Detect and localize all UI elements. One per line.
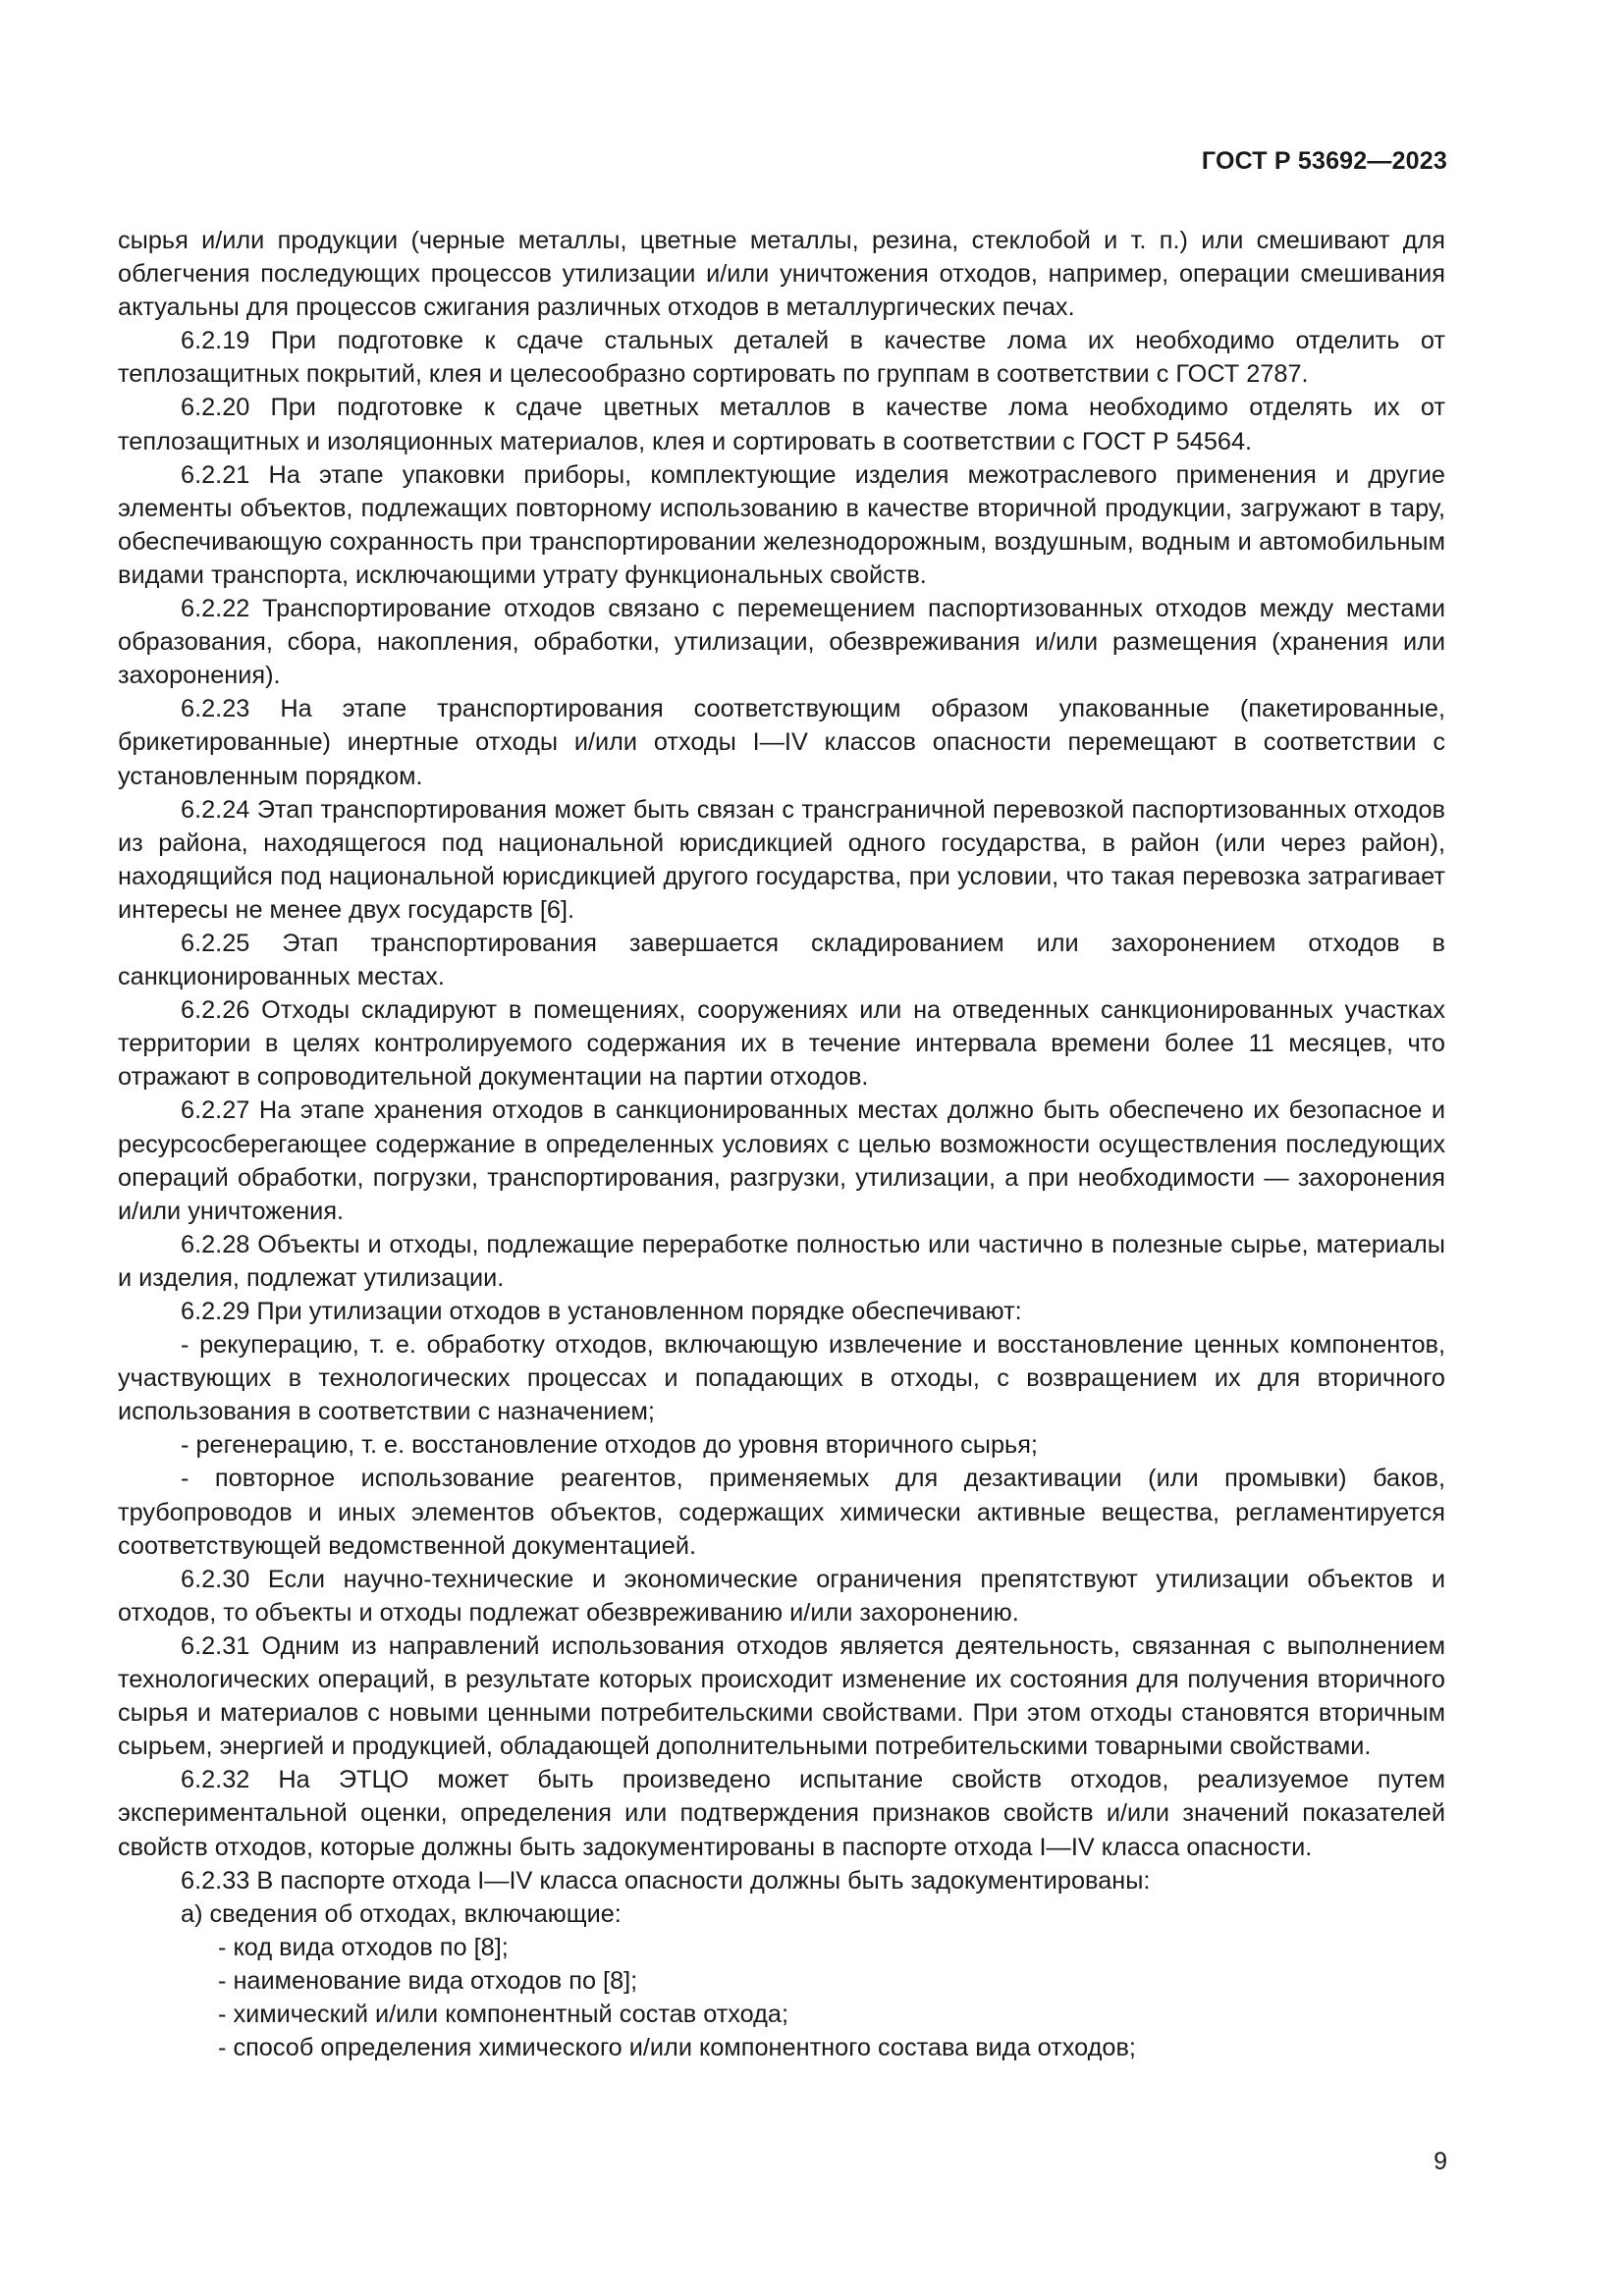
clause-6-2-23: 6.2.23 На этапе транспортирования соответствующим образом упакованные (пакетированные, брикетированные) инертные отходы и/или отходы I—IV классов опасности перемещают в соответствии с установленным порядком. (118, 695, 1445, 790)
list-item-recuperation: - рекуперацию, т. е. обработку отходов, включающую извлечение и восстановление ценных компонентов, участвующих в технологических процессах и попадающих в отходы, с возвращением их для вторичного использования в соответствии с назначением; (118, 1331, 1445, 1426)
sub-item-waste-code: - код вида отходов по [8]; (218, 1933, 509, 1961)
sub-item-composition: - химический и/или компонентный состав отхода; (218, 2000, 789, 2028)
page-number: 9 (1434, 2148, 1447, 2175)
list-item-regeneration: - регенерацию, т. е. восстановление отходов до уровня вторичного сырья; (181, 1431, 1038, 1460)
clause-6-2-32: 6.2.32 На ЭТЦО может быть произведено испытание свойств отходов, реализуемое путем экспериментальной оценки, определения или подтверждения признаков свойств и/или значений показателей свойств отходов, которые должны быть задокументированы в паспорте отхода I—IV класса опасности. (118, 1766, 1445, 1861)
clause-6-2-24: 6.2.24 Этап транспортирования может быть связан с трансграничной перевозкой паспортизованных отходов из района, находящегося под национальной юрисдикцией одного государства, в район (или через район), находящийся под национальной юрисдикцией другого государства, при условии, что такая перевозка затрагивает интересы не менее двух государств [6]. (118, 795, 1445, 924)
clause-6-2-30: 6.2.30 Если научно-технические и экономические ограничения препятствуют утилизации объектов и отходов, то объекты и отходы подлежат обезвреживанию и/или захоронению. (118, 1565, 1445, 1627)
clause-6-2-19: 6.2.19 При подготовке к сдаче стальных деталей в качестве лома их необходимо отделить от теплозащитных покрытий, клея и целесообразно сортировать по группам в соответствии с ГОСТ 2787. (118, 327, 1445, 389)
sub-item-composition-method: - способ определения химического и/или компонентного состава вида отходов; (218, 2034, 1136, 2062)
sub-item-waste-name: - наименование вида отходов по [8]; (218, 1966, 638, 1995)
clause-6-2-31: 6.2.31 Одним из направлений использования отходов является деятельность, связанная с выполнением технологических операций, в результате которых происходит изменение их состояния для получения вторичного сырья и материалов с новыми ценными потребительскими свойствами. При этом отходы становятся вторичным сырьем, энергией и продукцией, обладающей дополнительными потребительскими товарными свойствами. (118, 1631, 1445, 1761)
clause-6-2-33: 6.2.33 В паспорте отхода I—IV класса опасности должны быть задокументированы: (181, 1866, 1151, 1895)
clause-6-2-27: 6.2.27 На этапе хранения отходов в санкционированных местах должно быть обеспечено их безопасное и ресурсосберегающее содержание в определенных условиях с целью возможности осуществления последующих операций обработки, погрузки, транспортирования, разгрузки, утилизации, а при необходимости — захоронения и/или уничтожения. (118, 1096, 1445, 1225)
list-item-reagent-reuse: - повторное использование реагентов, применяемых для дезактивации (или промывки) баков, трубопроводов и иных элементов объектов, содержащих химически активные вещества, регламентируется соответствующей ведомственной документацией. (118, 1465, 1445, 1560)
document-code-header: ГОСТ Р 53692—2023 (1201, 147, 1447, 175)
clause-6-2-21: 6.2.21 На этапе упаковки приборы, комплектующие изделия межотраслевого применения и другие элементы объектов, подлежащих повторному использованию в качестве вторичной продукции, загружают в тару, обеспечивающую сохранность при транспортировании железнодорожным, воздушным, водным и автомобильным видами транспорта, исключающими утрату функциональных свойств. (118, 460, 1445, 589)
list-item-a: а) сведения об отходах, включающие: (181, 1899, 622, 1928)
paragraph-continuation: сырья и/или продукции (черные металлы, цветные металлы, резина, стеклобой и т. п.) или смешивают для облегчения последующих процессов утилизации и/или уничтожения отходов, например, операции смешивания актуальны для процессов сжигания различных отходов в металлургических печах. (118, 227, 1445, 322)
clause-6-2-26: 6.2.26 Отходы складируют в помещениях, сооружениях или на отведенных санкционированных участках территории в целях контролируемого содержания их в течение интервала времени более 11 месяцев, что отражают в сопроводительной документации на партии отходов. (118, 996, 1445, 1092)
clause-6-2-28: 6.2.28 Объекты и отходы, подлежащие переработке полностью или частично в полезные сырье, материалы и изделия, подлежат утилизации. (118, 1230, 1445, 1292)
document-body (118, 224, 1445, 2064)
clause-6-2-22: 6.2.22 Транспортирование отходов связано с перемещением паспортизованных отходов между местами образования, сбора, накопления, обработки, утилизации, обезвреживания и/или размещения (хранения или захоронения). (118, 595, 1445, 690)
clause-6-2-20: 6.2.20 При подготовке к сдаче цветных металлов в качестве лома необходимо отделять их от теплозащитных и изоляционных материалов, клея и сортировать в соответствии с ГОСТ Р 54564. (118, 394, 1445, 455)
clause-6-2-29: 6.2.29 При утилизации отходов в установленном порядке обеспечивают: (181, 1298, 1022, 1325)
clause-6-2-25: 6.2.25 Этап транспортирования завершается складированием или захоронением отходов в санкционированных местах. (118, 929, 1445, 991)
